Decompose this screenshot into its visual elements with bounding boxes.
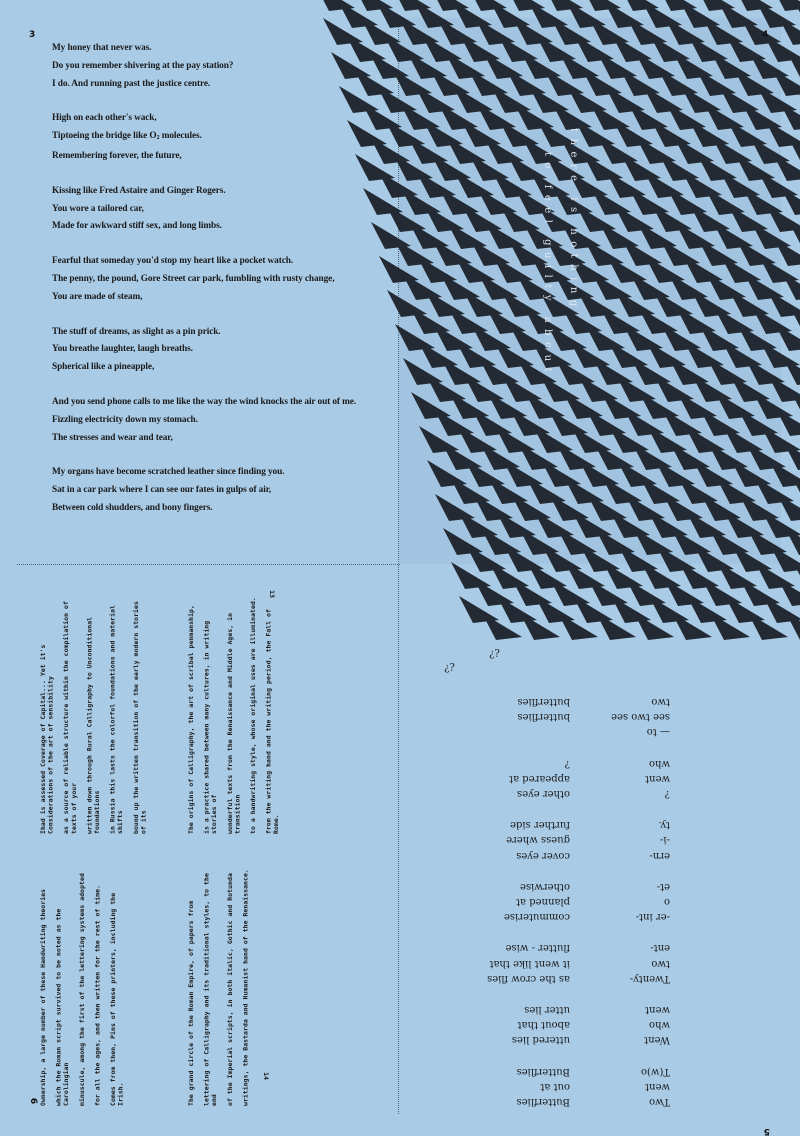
poem-left-column-text: ent- bbox=[650, 942, 670, 954]
poem-left-column-text: — to bbox=[646, 726, 670, 738]
poem-line: High on each other's wack, bbox=[52, 113, 157, 124]
page-6-rotated-handwriting bbox=[18, 566, 398, 1114]
poem-line: And you send phone calls to me like the way the wind knocks the air out of me. bbox=[52, 396, 357, 407]
handwritten-line: The origins of Calligraphy, the art of scribal penmanship, bbox=[187, 605, 195, 834]
poem-row bbox=[487, 1094, 670, 1109]
page-5-upside-down bbox=[400, 565, 800, 1136]
poem-block bbox=[487, 879, 670, 925]
poem-left-column-text: two bbox=[651, 695, 670, 707]
handwritten-line: Ihad is assessed Coverage of Capital... Yet it's Considerations of the art of sensibility bbox=[39, 644, 55, 834]
poem-line: The stresses and wear and tear, bbox=[52, 432, 173, 443]
poem-line: I do. And running past the justice centre. bbox=[52, 78, 211, 89]
poem-left-column-text: Two bbox=[649, 1096, 670, 1107]
concrete-poem-butterflies bbox=[487, 678, 670, 1109]
handwritten-line: for all the ages, and then written for the rest of time. bbox=[93, 884, 102, 1106]
pattern-triangle bbox=[774, 239, 800, 266]
poem-row bbox=[487, 724, 670, 739]
handwritten-line: wonderful texts from the Renaissance and Middle Ages, in transition bbox=[225, 612, 242, 834]
page-number-3: 3 bbox=[29, 30, 36, 40]
poem-left-column-text: who bbox=[648, 757, 670, 769]
handwritten-line: minuscule, among the first of the lettering systems adopted bbox=[77, 873, 86, 1106]
poem-page-3 bbox=[52, 40, 392, 535]
poem-line: Tiptoeing the bridge like $O_2$ molecules. bbox=[52, 131, 202, 142]
poem-right-column-text: uttered lies bbox=[511, 1034, 570, 1046]
handwritten-line: Comes from then, Pins of these printers, including the Irish. bbox=[108, 892, 125, 1106]
question-mark-pair-2: ¿? bbox=[489, 648, 500, 659]
poem-right-column-text: appeared at bbox=[509, 772, 570, 784]
poem-row bbox=[487, 971, 670, 986]
handwritten-text-column bbox=[40, 866, 160, 1106]
poem-left-column-text: two bbox=[651, 957, 670, 969]
poem-left-column-text: went bbox=[645, 772, 670, 784]
page-number-6: 6 bbox=[28, 1097, 39, 1105]
stanza bbox=[52, 183, 392, 236]
poem-left-column-text: went bbox=[645, 1003, 670, 1015]
poem-row bbox=[487, 817, 670, 832]
poem-row bbox=[487, 1063, 670, 1078]
footnote-marker-14: 14 bbox=[261, 1072, 270, 1080]
poem-right-column-text: utter lies bbox=[524, 1003, 570, 1015]
poem-line: The penny, the pound, Gore Street car park, fumbling with rusty change, bbox=[52, 273, 335, 284]
poem-right-column-text: ? bbox=[564, 757, 570, 769]
poem-row bbox=[487, 786, 670, 801]
poem-line: The stuff of dreams, as slight as a pin prick. bbox=[52, 326, 221, 337]
poem-row bbox=[487, 709, 670, 724]
question-mark-pair-1: ¿? bbox=[444, 662, 455, 673]
poem-left-column-text: et- bbox=[656, 880, 670, 892]
triangle-pattern-svg bbox=[399, 18, 781, 564]
poem-line: My organs have become scratched leather since finding you. bbox=[52, 467, 285, 478]
poem-right-column-text: flutter - wise bbox=[505, 942, 570, 954]
handwritten-line: lettering of Calligraphy and its traditional styles, to the end bbox=[202, 873, 219, 1106]
handwritten-line: which the Roman script survived to be noted as the Carolingian bbox=[54, 908, 71, 1106]
poem-line: Remembering forever, the future, bbox=[52, 150, 182, 161]
poem-line: You are made of steam, bbox=[52, 291, 143, 302]
poem-right-column-text: out at bbox=[540, 1080, 570, 1092]
poem-right-column-text: planned at bbox=[516, 895, 570, 907]
handwritten-text-column bbox=[188, 594, 288, 834]
stanza bbox=[52, 110, 392, 165]
poem-right-column-text: Butterflies bbox=[516, 1065, 570, 1077]
poem-left-column-text: see two see bbox=[611, 711, 670, 723]
handwritten-line: from the writing hand and the writing period, the Fall of Rome. bbox=[264, 608, 281, 834]
poem-left-column-text: ty. bbox=[658, 819, 670, 831]
poem-left-column-text: -i- bbox=[660, 834, 670, 846]
poem-row bbox=[487, 940, 670, 955]
stanza bbox=[52, 464, 392, 517]
poem-right-column-text: butterflies bbox=[517, 695, 570, 707]
pattern-triangle bbox=[771, 0, 800, 11]
poem-line: My honey that never was. bbox=[52, 43, 152, 53]
poem-line: Spherical like a pineapple, bbox=[52, 362, 155, 373]
handwritten-text-column bbox=[39, 594, 148, 834]
poem-left-column-text: went bbox=[645, 1080, 670, 1092]
vertical-text-line-2: to feel guilty about bbox=[542, 152, 553, 379]
poem-right-column-text: further side bbox=[510, 819, 570, 831]
poem-left-column-text: T(w)o bbox=[640, 1065, 670, 1077]
poem-left-column-text: ? bbox=[664, 787, 670, 799]
stanza bbox=[52, 394, 392, 447]
poem-right-column-text: otherwise bbox=[520, 880, 570, 892]
poem-left-column-text: who bbox=[648, 1019, 670, 1031]
handwritten-line: is a practice shared between many cultures, in writing stories of bbox=[202, 620, 219, 834]
poem-left-column-text: Went bbox=[644, 1034, 670, 1046]
pattern-triangle bbox=[775, 324, 800, 351]
poem-row bbox=[487, 1079, 670, 1094]
handwritten-line: as a source of reliable structure within the compilation of texts of your bbox=[62, 601, 78, 834]
footnote-marker-13: 13 bbox=[267, 590, 276, 598]
poem-right-column-text: guess where bbox=[506, 834, 570, 846]
handwritten-line: written down through Rural Calligraphy to Unconditional foundations bbox=[85, 616, 101, 834]
poem-line: You wore a tailored car, bbox=[52, 203, 144, 214]
poem-row bbox=[487, 1017, 670, 1032]
poem-line: Fearful that someday you'd stop my heart like a pocket watch. bbox=[52, 256, 294, 267]
poem-line: You breathe laughter, laugh breaths. bbox=[52, 344, 193, 355]
triangle-pattern-page-4 bbox=[399, 18, 781, 564]
handwritten-line: Ownership, a large number of these Handwriting theories bbox=[39, 888, 47, 1106]
poem-row bbox=[487, 1002, 670, 1017]
page-number-4: 4 bbox=[762, 30, 769, 40]
poem-right-column-text: it went like that bbox=[489, 957, 570, 969]
poem-block bbox=[487, 940, 670, 986]
handwritten-text-column bbox=[188, 866, 358, 1106]
poem-right-column-text: cover eyes bbox=[516, 849, 570, 861]
poem-row bbox=[487, 694, 670, 709]
poem-row bbox=[487, 879, 670, 894]
vertical-text-line-1: there is nothing bbox=[568, 128, 579, 313]
poem-line: Fizzling electricity down my stomach. bbox=[52, 414, 198, 425]
handwritten-line: writings, the Bastarda and Humanist hand of the Renaissance. bbox=[241, 869, 250, 1106]
poem-left-column-text: -er int- bbox=[635, 911, 670, 923]
poem-line: Sat in a car park where I can see our fates in gulps of air, bbox=[52, 485, 272, 496]
poem-right-column-text: commuterise bbox=[504, 911, 570, 923]
poem-left-column-text: o bbox=[663, 895, 670, 907]
poem-row bbox=[487, 894, 670, 909]
poem-line: Kissing like Fred Astaire and Ginger Rogers. bbox=[52, 185, 226, 196]
poem-line: Between cold shudders, and bony fingers. bbox=[52, 502, 213, 513]
poem-row bbox=[487, 771, 670, 786]
poem-left-column-text: Twenty- bbox=[629, 972, 670, 984]
poem-block bbox=[487, 755, 670, 801]
poem-block bbox=[487, 1002, 670, 1048]
pattern-triangle bbox=[772, 69, 800, 96]
poem-block bbox=[487, 817, 670, 863]
handwritten-line: of the Imperial scripts, in both italic, Gothic and Rotunda bbox=[225, 873, 234, 1106]
poem-row bbox=[487, 755, 670, 770]
poem-line: Made for awkward stiff sex, and long limbs. bbox=[52, 221, 222, 232]
poem-block bbox=[487, 694, 670, 740]
pattern-triangle bbox=[773, 154, 800, 181]
poem-row bbox=[487, 832, 670, 847]
poem-row bbox=[487, 847, 670, 862]
handwritten-line: bound up the written transition of the early modern stories of its bbox=[131, 601, 148, 834]
poem-row bbox=[487, 909, 670, 924]
handwritten-line: to a handwriting style, whose original uses are illuminated. bbox=[248, 597, 257, 834]
stanza bbox=[52, 324, 392, 377]
poem-right-column-text: as the crow flies bbox=[487, 972, 570, 984]
poem-row bbox=[487, 1032, 670, 1047]
stanza bbox=[52, 253, 392, 306]
poem-right-column-text: Butterflies bbox=[516, 1096, 570, 1107]
poem-left-column-text: ern- bbox=[649, 849, 670, 861]
handwritten-line: in Russia this lasts the colorful foundations and material shifts bbox=[108, 605, 125, 834]
poem-right-column-text: other eyes bbox=[517, 787, 570, 799]
poem-right-column-text: about that bbox=[517, 1019, 570, 1031]
page-number-5: 5 bbox=[763, 1126, 770, 1136]
handwritten-line: The grand circle of the Roman Empire, of papers from bbox=[187, 900, 195, 1106]
fold-line-horizontal bbox=[17, 564, 400, 565]
poem-block bbox=[487, 1063, 670, 1109]
poem-row bbox=[487, 955, 670, 970]
poem-line: Do you remember shivering at the pay station? bbox=[52, 60, 234, 71]
poem-right-column-text: butterflies bbox=[517, 711, 570, 723]
